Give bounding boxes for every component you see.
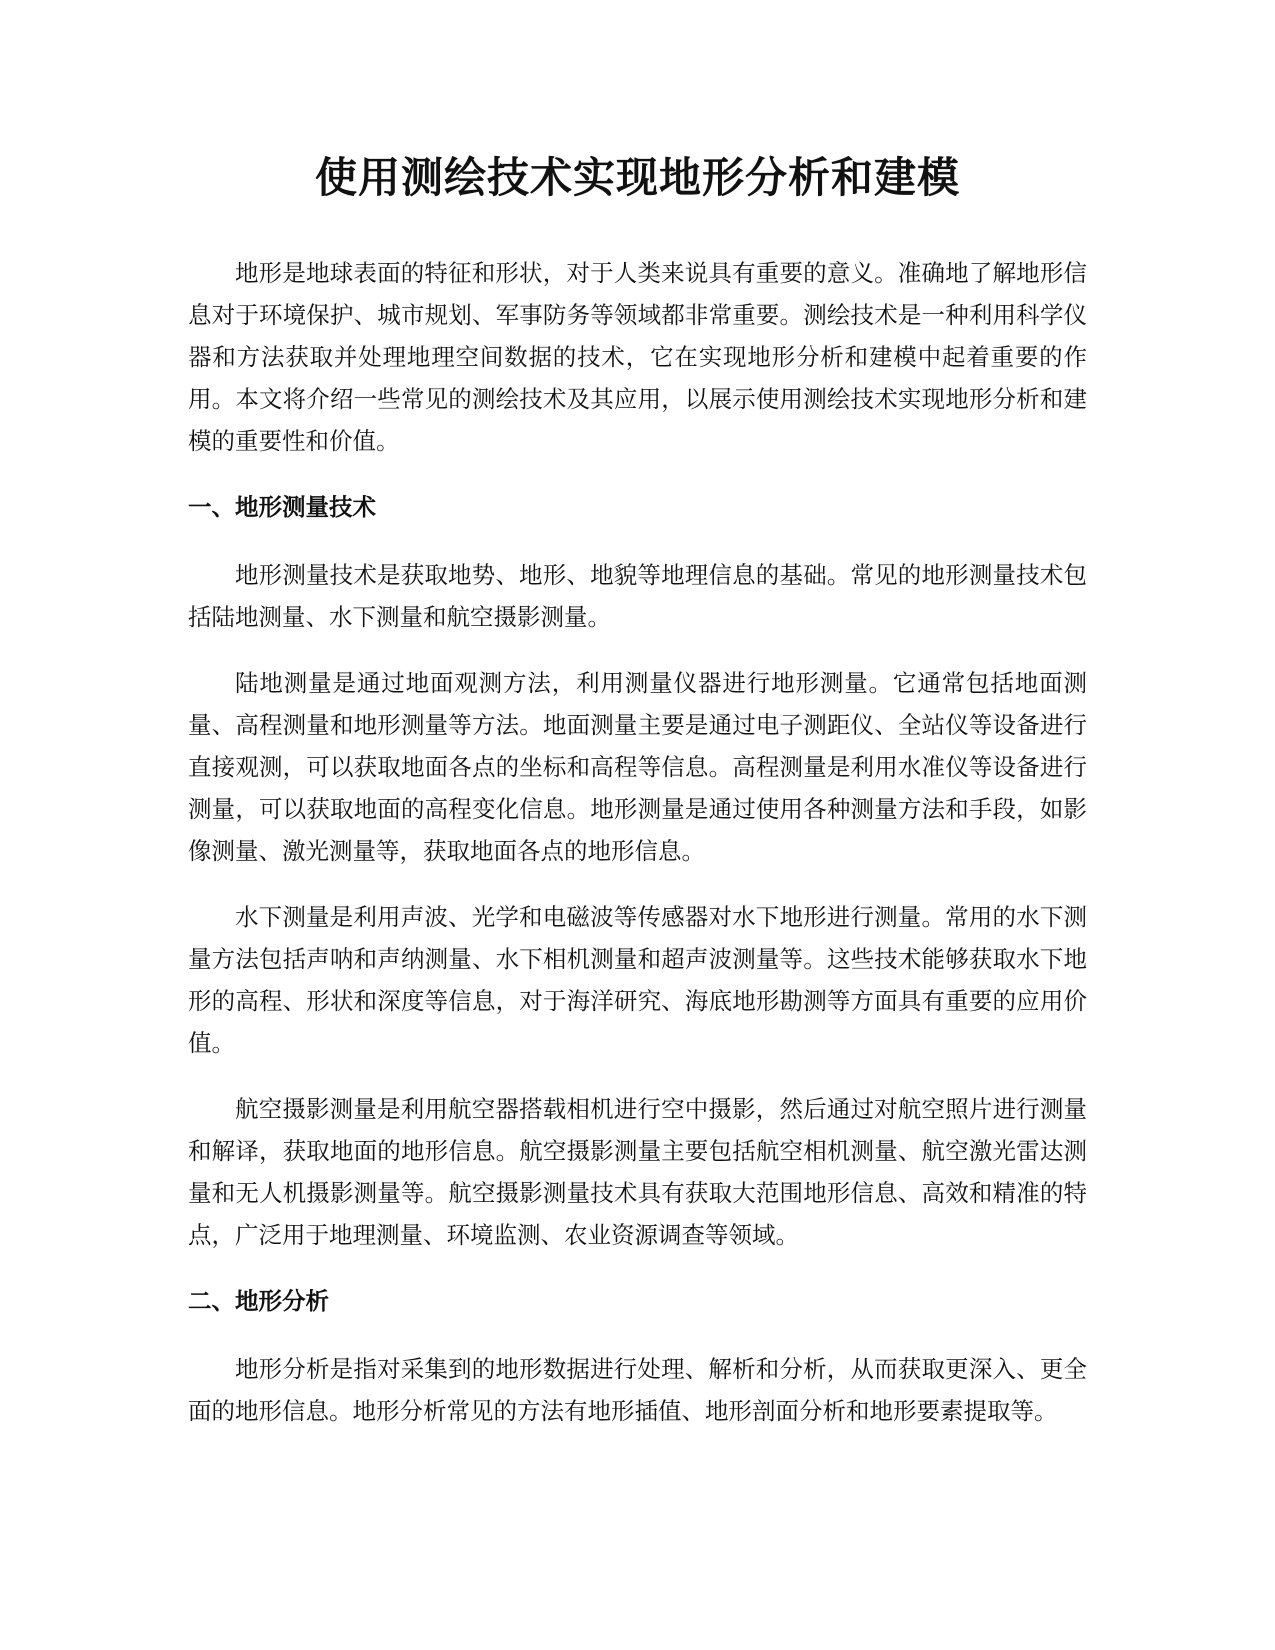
section-1-paragraph-1: 地形测量技术是获取地势、地形、地貌等地理信息的基础。常见的地形测量技术包括陆地测量、水下测量和航空摄影测量。 [188, 561, 1087, 631]
section-heading-terrain-survey: 一、地形测量技术 [188, 493, 376, 521]
intro-paragraph: 地形是地球表面的特征和形状，对于人类来说具有重要的意义。准确地了解地形信息对于环境保护、城市规划、军事防务等领域都非常重要。测绘技术是一种利用科学仪器和方法获取并处理地理空间数据的技术，它在实现地形分析和建模中起着重要的作用。本文将介绍一些常见的测绘技术及其应用，以展示使用测绘技术实现地形分析和建模的重要性和价值。 [188, 259, 1087, 455]
section-heading-terrain-analysis: 二、地形分析 [188, 1287, 329, 1315]
section-1-paragraph-2: 陆地测量是通过地面观测方法，利用测量仪器进行地形测量。它通常包括地面测量、高程测量和地形测量等方法。地面测量主要是通过电子测距仪、全站仪等设备进行直接观测，可以获取地面各点的坐标和高程等信息。高程测量是利用水准仪等设备进行测量，可以获取地面的高程变化信息。地形测量是通过使用各种测量方法和手段，如影像测量、激光测量等，获取地面各点的地形信息。 [188, 669, 1087, 865]
section-1-paragraph-4: 航空摄影测量是利用航空器搭载相机进行空中摄影，然后通过对航空照片进行测量和解译，获取地面的地形信息。航空摄影测量主要包括航空相机测量、航空激光雷达测量和无人机摄影测量等。航空摄影测量技术具有获取大范围地形信息、高效和精准的特点，广泛用于地理测量、环境监测、农业资源调查等领域。 [188, 1095, 1087, 1249]
document-title: 使用测绘技术实现地形分析和建模 [314, 153, 960, 202]
section-2-paragraph-1: 地形分析是指对采集到的地形数据进行处理、解析和分析，从而获取更深入、更全面的地形信息。地形分析常见的方法有地形插值、地形剖面分析和地形要素提取等。 [188, 1355, 1087, 1425]
section-1-paragraph-3: 水下测量是利用声波、光学和电磁波等传感器对水下地形进行测量。常用的水下测量方法包括声呐和声纳测量、水下相机测量和超声波测量等。这些技术能够获取水下地形的高程、形状和深度等信息，对于海洋研究、海底地形勘测等方面具有重要的应用价值。 [188, 903, 1087, 1057]
